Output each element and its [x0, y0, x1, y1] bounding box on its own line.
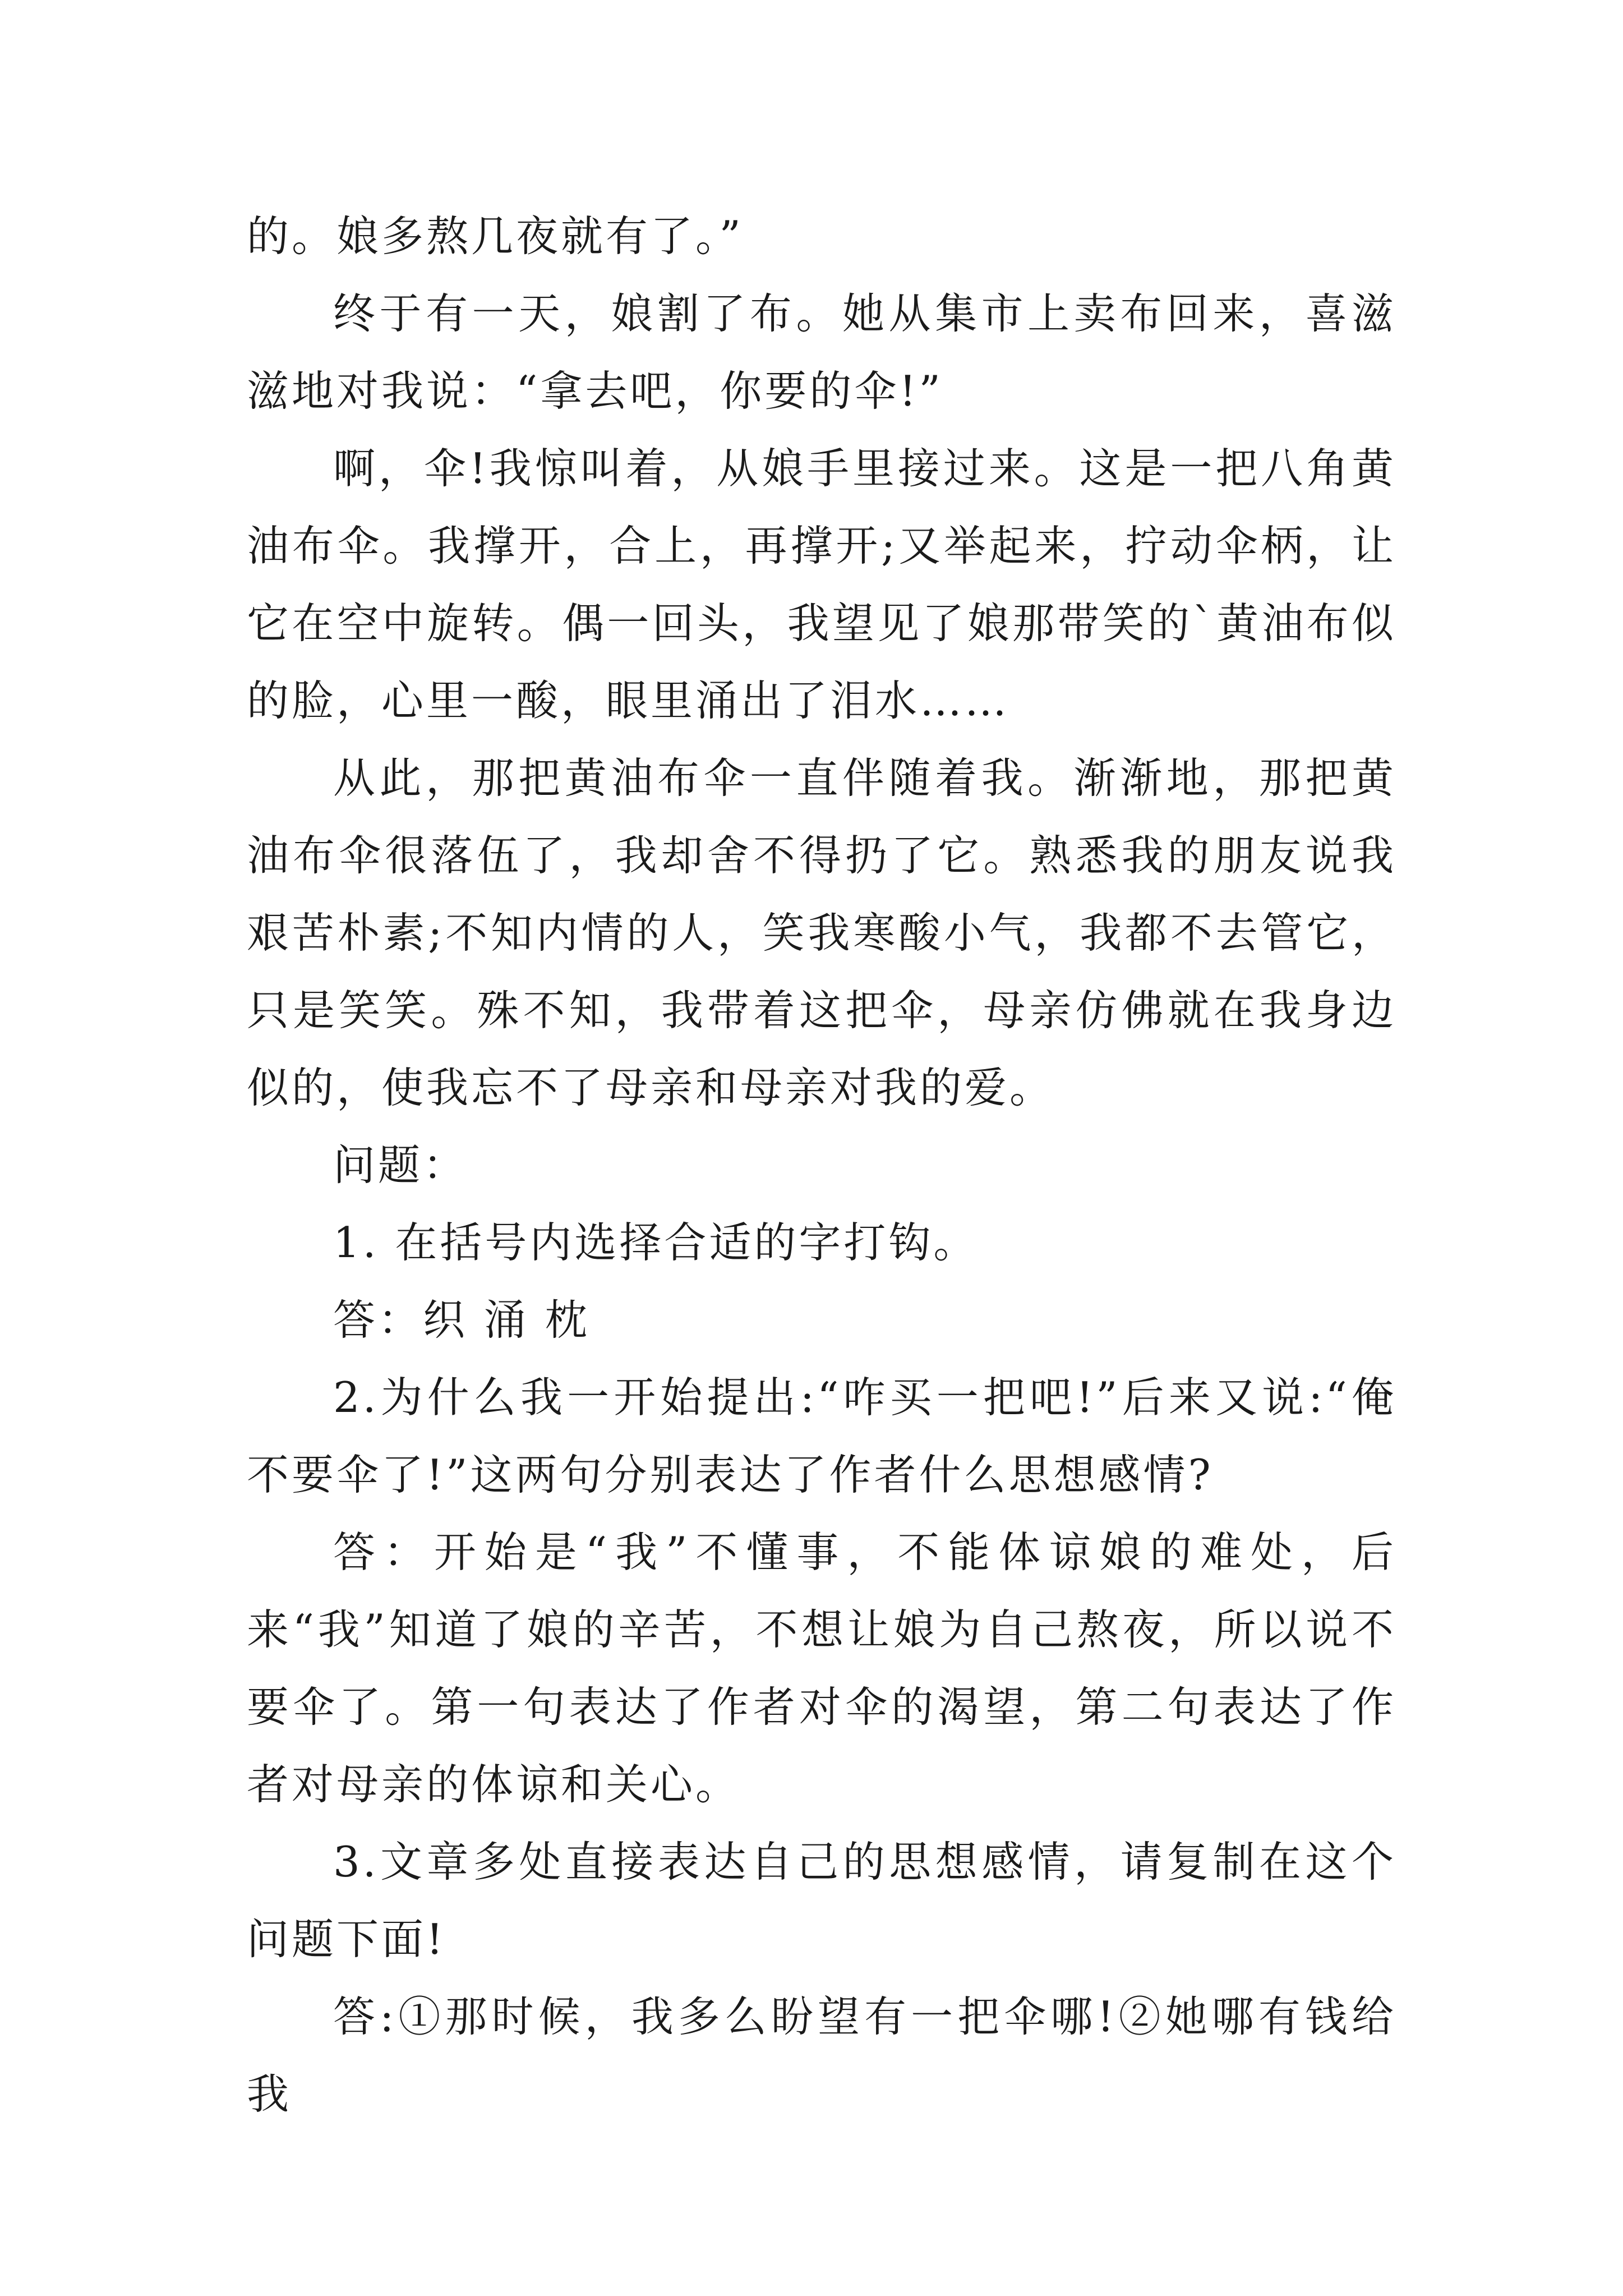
answer-2: 答：开始是“我”不懂事，不能体谅娘的难处，后来“我”知道了娘的辛苦，不想让娘为自己熬夜，所以说不要伞了。第一句表达了作者对伞的渴望，第二句表达了作者对母亲的体谅和关心。 — [247, 1527, 1396, 1809]
paragraph-umbrella-memory: 从此，那把黄油布伞一直伴随着我。渐渐地，那把黄油布伞很落伍了，我却舍不得扔了它。熟悉我的朋友说我艰苦朴素;不知内情的人，笑我寒酸小气，我都不去管它，只是笑笑。殊不知，我带着这把伞，母亲仿佛就在我身边似的，使我忘不了母亲和母亲对我的爱。 — [247, 753, 1396, 1112]
paragraph-continuation: 的。娘多熬几夜就有了。” — [247, 211, 744, 261]
document-body — [247, 197, 1396, 2133]
answer-3: 答:①那时候，我多么盼望有一把伞哪!②她哪有钱给我 — [247, 1992, 1396, 2119]
paragraph-umbrella-received: 啊，伞!我惊叫着，从娘手里接过来。这是一把八角黄油布伞。我撑开，合上，再撑开;又举起来，拧动伞柄，让它在空中旋转。偶一回头，我望见了娘那带笑的`黄油布似的脸，心里一酸，眼里涌出了泪水…… — [247, 444, 1396, 725]
questions-heading: 问题： — [333, 1140, 468, 1190]
question-3: 3.文章多处直接表达自己的思想感情，请复制在这个问题下面! — [247, 1837, 1396, 1964]
paragraph-umbrella-bought: 终于有一天，娘割了布。她从集市上卖布回来，喜滋滋地对我说：“拿去吧，你要的伞!” — [247, 289, 1396, 416]
question-2: 2.为什么我一开始提出:“咋买一把吧!”后来又说:“俺不要伞了!”这两句分别表达了作者什么思想感情? — [247, 1373, 1396, 1499]
question-1: 1. 在括号内选择合适的字打钩。 — [333, 1218, 979, 1267]
answer-1: 答：织 涌 枕 — [333, 1295, 590, 1345]
